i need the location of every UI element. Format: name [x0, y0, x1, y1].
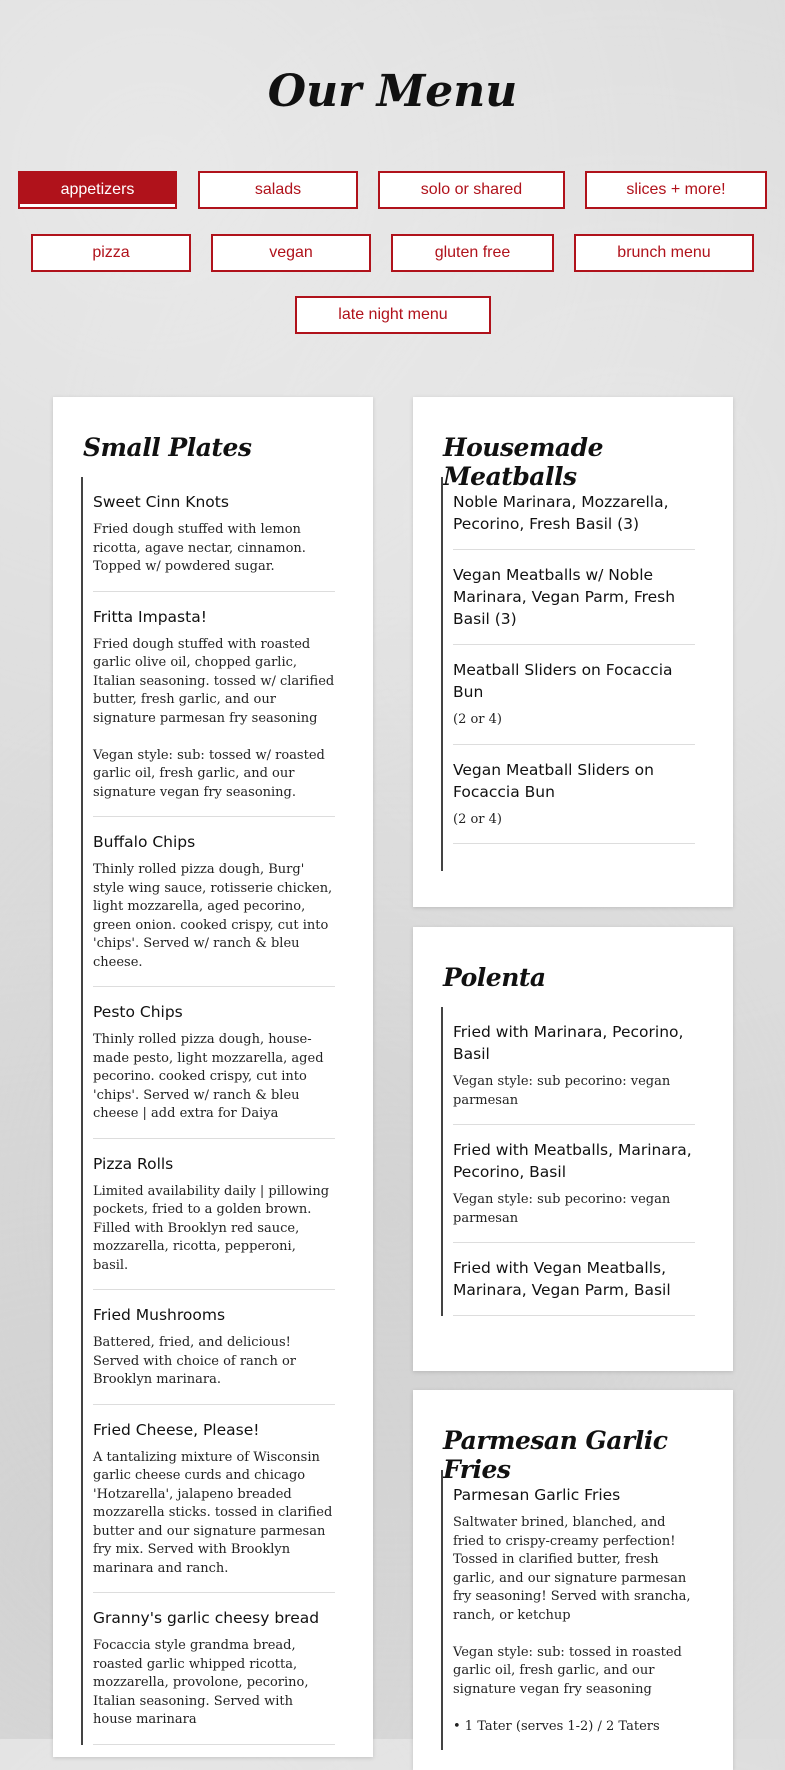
menu-item: [453, 745, 695, 845]
menu-item: [453, 1243, 695, 1316]
menu-item: [93, 1593, 335, 1745]
menu-item: [93, 1139, 335, 1291]
item-description: (2 or 4): [453, 811, 502, 827]
item-name: Fried with Vegan Meatballs, Marinara, Vegan Parm, Basil: [453, 1259, 671, 1299]
item-name: Vegan Meatballs w/ Noble Marinara, Vegan Parm, Fresh Basil (3): [453, 566, 676, 628]
item-name: Fried Cheese, Please!: [93, 1420, 260, 1439]
item-name: Noble Marinara, Mozzarella, Pecorino, Fresh Basil (3): [453, 493, 669, 533]
tab-brunch-menu[interactable]: brunch menu: [574, 234, 754, 272]
item-name: Granny's garlic cheesy bread: [93, 1609, 320, 1627]
item-description: Saltwater brined, blanched, and fried to crispy-creamy perfection! Tossed in clarified butter, fresh garlic, and our signature parmesan fry seasoning! Served with srancha, ranch, or ketchup Vegan style: sub: tossed in roasted garlic oil, fresh garlic, and our signature vegan fry seasoning • 1 Tater (serves 1-2) / 2 Taters: [453, 1515, 691, 1734]
tab-solo-or-shared[interactable]: solo or shared: [378, 171, 565, 209]
item-name: Vegan Meatball Sliders on Focaccia Bun: [453, 760, 654, 801]
item-list: [441, 477, 695, 871]
menu-item: [453, 1007, 695, 1125]
item-description: Vegan style: sub pecorino: vegan parmesan: [453, 1192, 671, 1226]
tab-slices-more[interactable]: slices + more!: [585, 171, 767, 209]
menu-item: [93, 477, 335, 592]
page-title: Our Menu: [267, 66, 518, 117]
tab-gluten-free[interactable]: gluten free: [391, 234, 554, 272]
item-description: A tantalizing mixture of Wisconsin garlic cheese curds and chicago 'Hotzarella', jalapeno breaded mozzarella sticks. tossed in clarified butter and our signature parmesan fry mix. Served with Brooklyn marinara and ranch.: [93, 1449, 333, 1576]
menu-item: [453, 1125, 695, 1243]
tab-salads[interactable]: salads: [198, 171, 358, 209]
item-description: Fried dough stuffed with lemon ricotta, agave nectar, cinnamon. Topped w/ powdered sugar.: [93, 522, 306, 574]
menu-item: [93, 1405, 335, 1594]
item-list: [441, 1470, 695, 1750]
item-description: Thinly rolled pizza dough, Burg' style wing sauce, rotisserie chicken, light mozzarella, aged pecorino, green onion. cooked crispy, cut into 'chips'. Served w/ ranch & bleu cheese.: [93, 862, 333, 970]
section-title: Polenta: [443, 963, 546, 992]
menu-item: [93, 987, 335, 1139]
item-description: Battered, fried, and delicious! Served with choice of ranch or Brooklyn marinara.: [93, 1335, 296, 1387]
item-name: Fried Mushrooms: [93, 1306, 226, 1324]
item-name: Meatball Sliders on Focaccia Bun: [453, 661, 673, 701]
small-plates-card: [53, 397, 373, 1757]
item-description: Vegan style: sub pecorino: vegan parmesan: [453, 1074, 671, 1108]
fries-card: [413, 1390, 733, 1770]
item-name: Fried with Meatballs, Marinara, Pecorino, Basil: [453, 1141, 692, 1181]
tab-appetizers[interactable]: appetizers: [18, 171, 177, 209]
item-name: Buffalo Chips: [93, 833, 196, 851]
item-list: [81, 477, 335, 1745]
menu-item: [453, 1470, 695, 1750]
item-list: [441, 1007, 695, 1316]
tab-pizza[interactable]: pizza: [31, 234, 191, 272]
menu-item: [93, 592, 335, 818]
section-title: Parmesan Garlic Fries: [443, 1426, 668, 1484]
item-description: Limited availability daily | pillowing pockets, fried to a golden brown. Filled with Brooklyn red sauce, mozzarella, ricotta, pepperoni, basil.: [93, 1183, 330, 1273]
menu-item: [93, 1290, 335, 1405]
item-description: Fried dough stuffed with roasted garlic olive oil, chopped garlic, Italian seasoning. tossed w/ clarified butter, fresh garlic, and our signature parmesan fry seasoning Vegan style: sub: tossed w/ roasted garlic oil, fresh garlic, and our signature vegan fry seasoning.: [93, 636, 335, 800]
menu-item: [93, 817, 335, 987]
item-description: Focaccia style grandma bread, roasted garlic whipped ricotta, mozzarella, provolone, pecorino, Italian seasoning. Served with house marinara: [93, 1638, 309, 1727]
section-title: Small Plates: [83, 433, 252, 462]
menu-item: [453, 550, 695, 645]
item-description: (2 or 4): [453, 712, 502, 727]
item-name: Sweet Cinn Knots: [93, 493, 229, 511]
item-name: Pesto Chips: [93, 1003, 183, 1021]
item-description: Thinly rolled pizza dough, house-made pesto, light mozzarella, aged pecorino. cooked crispy, cut into 'chips'. Served w/ ranch & bleu cheese | add extra for Daiya: [93, 1032, 324, 1121]
tab-late-night-menu[interactable]: late night menu: [295, 296, 491, 334]
tab-vegan[interactable]: vegan: [211, 234, 371, 272]
section-title: Housemade Meatballs: [443, 433, 603, 491]
item-name: Parmesan Garlic Fries: [453, 1486, 621, 1504]
item-name: Fried with Marinara, Pecorino, Basil: [453, 1023, 684, 1063]
item-name: Pizza Rolls: [93, 1154, 174, 1173]
item-name: Fritta Impasta!: [93, 607, 207, 626]
menu-item: [453, 477, 695, 550]
menu-item: [453, 645, 695, 745]
polenta-card: [413, 927, 733, 1371]
meatballs-card: [413, 397, 733, 907]
